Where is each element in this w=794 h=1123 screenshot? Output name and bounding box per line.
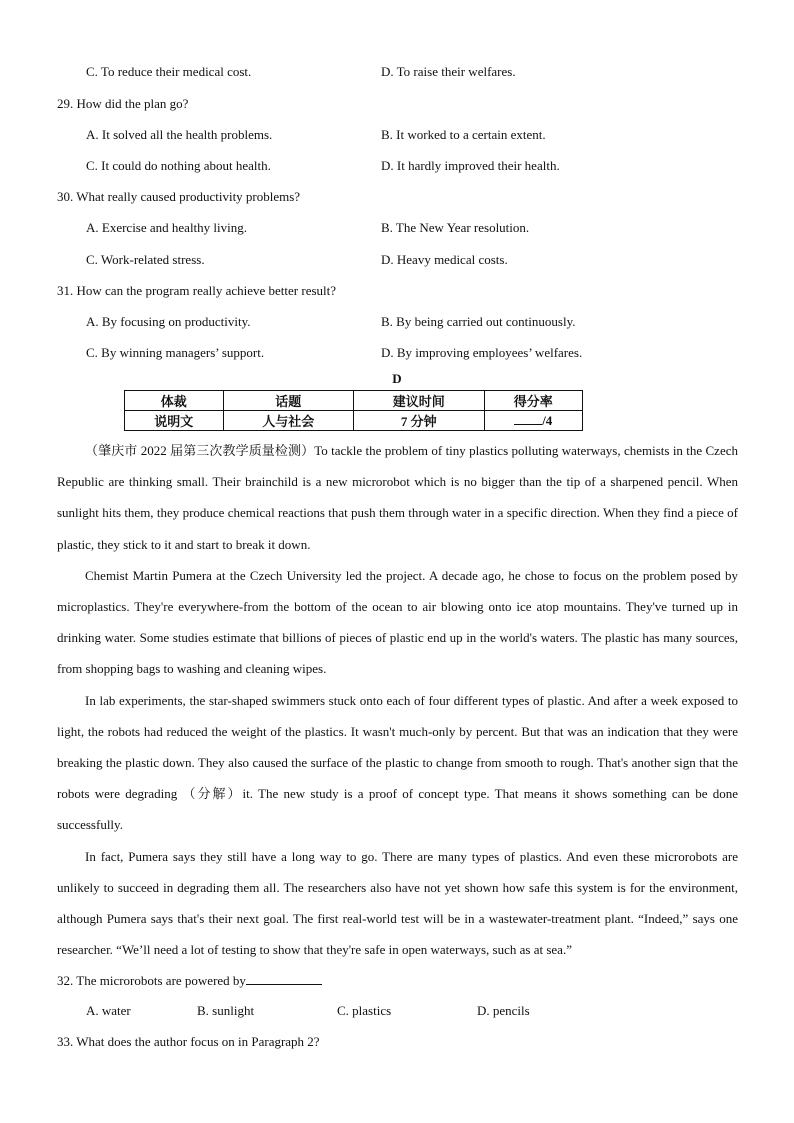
q29-option-a: A. It solved all the health problems. <box>86 127 273 142</box>
passage <box>57 435 738 965</box>
q32-answer-blank[interactable] <box>246 972 322 985</box>
q31-option-b: B. By being carried out continuously. <box>381 314 576 329</box>
value-score <box>484 411 583 431</box>
q28-option-c: C. To reduce their medical cost. <box>86 64 252 79</box>
q30-option-b: B. The New Year resolution. <box>381 220 530 235</box>
q30-option-a: A. Exercise and healthy living. <box>86 220 248 235</box>
q28-option-d: D. To raise their welfares. <box>381 64 516 79</box>
score-total: /4 <box>542 413 553 428</box>
q33-stem: 33. What does the author focus on in Paragraph 2? <box>57 1034 320 1049</box>
q30-option-d: D. Heavy medical costs. <box>381 252 508 267</box>
q31-stem: 31. How can the program really achieve better result? <box>57 283 337 298</box>
passage-paragraph-4: In fact, Pumera says they still have a long way to go. There are many types of plastics. And even these microrobots are unlikely to succeed in degrading them all. The researchers also have not yet shown how safe this system is for the environment, although Pumera says that's their next goal. The first real-world test will be in a wastewater-treatment plant. “Indeed,” says one researcher. “We’ll need a lot of testing to show that they're safe in open waterways, such as at sea.” <box>57 848 738 958</box>
q30-option-c: C. Work-related stress. <box>86 252 205 267</box>
q32-stem-line <box>57 972 322 989</box>
info-table-value-row <box>125 411 583 431</box>
q32-option-d: D. pencils <box>477 1003 530 1018</box>
header-score: 得分率 <box>484 391 583 411</box>
value-topic: 人与社会 <box>223 411 354 431</box>
q31-option-a: A. By focusing on productivity. <box>86 314 251 329</box>
q29-option-d: D. It hardly improved their health. <box>381 158 560 173</box>
q32-option-c: C. plastics <box>337 1003 392 1018</box>
q30-stem: 30. What really caused productivity problems? <box>57 189 301 204</box>
q29-option-c: C. It could do nothing about health. <box>86 158 271 173</box>
value-genre: 说明文 <box>125 411 224 431</box>
header-time: 建议时间 <box>354 391 485 411</box>
section-heading: D <box>392 371 402 386</box>
info-table-header-row <box>125 391 583 411</box>
header-topic: 话题 <box>223 391 354 411</box>
q32-option-b: B. sunlight <box>197 1003 255 1018</box>
passage-paragraph-2: Chemist Martin Pumera at the Czech University led the project. A decade ago, he chose to focus on the problem posed by microplastics. They're everywhere-from the bottom of the ocean to air blowing onto ice atop mountains. They've turned up in drinking water. Some studies estimate that billions of pieces of plastic end up in the world's waters. The plastic has many sources, from shopping bags to washing and cleaning wipes. <box>57 567 738 677</box>
value-time: 7 分钟 <box>354 411 485 431</box>
passage-paragraph-3: In lab experiments, the star-shaped swimmers stuck onto each of four different types of plastic. And after a week exposed to light, the robots had reduced the weight of the plastics. It wasn't much-only by percent. But that was an indication that they were breaking the plastic down. They also caused the surface of the plastic to change from smooth to rough. That's another sign that the robots were degrading （分解）it. The new study is a proof of concept type. That means it shows something can be done successfully. <box>57 692 738 833</box>
q29-stem: 29. How did the plan go? <box>57 96 189 111</box>
q31-option-d: D. By improving employees’ welfares. <box>381 345 583 360</box>
q31-option-c: C. By winning managers’ support. <box>86 345 265 360</box>
q32-stem: 32. The microrobots are powered by <box>57 973 246 988</box>
q29-option-b: B. It worked to a certain extent. <box>381 127 546 142</box>
score-blank[interactable] <box>514 412 542 425</box>
header-genre: 体裁 <box>125 391 224 411</box>
info-table <box>124 390 583 431</box>
passage-paragraph-1: （肇庆市 2022 届第三次教学质量检测）To tackle the problem of tiny plastics polluting waterways, chemists in the Czech Republic are thinking small. Their brainchild is a new microrobot which is no bigger than the tip of a sharpened pencil. When sunlight hits them, they produce chemical reactions that push them through water in a specific direction. When they find a piece of plastic, they stick to it and start to break it down. <box>57 443 738 552</box>
q32-option-a: A. water <box>86 1003 131 1018</box>
